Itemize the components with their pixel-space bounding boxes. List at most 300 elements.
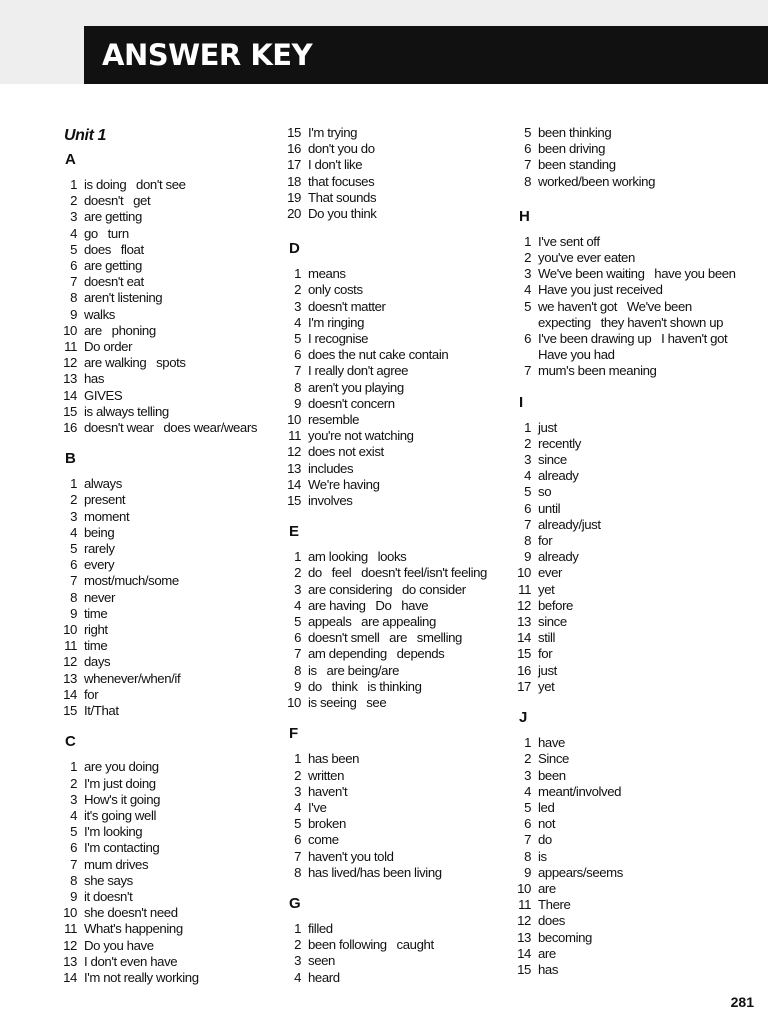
item-answer: is doing don't see <box>84 177 186 192</box>
item-number: 9 <box>70 888 77 904</box>
item-answer: GIVES <box>84 387 123 403</box>
answer-item <box>280 832 510 848</box>
answer-item <box>510 768 740 784</box>
item-answer: has <box>538 961 559 977</box>
item-answer: not <box>538 816 556 832</box>
answer-item <box>280 751 510 767</box>
item-number: 2 <box>70 492 77 508</box>
item-number: 15 <box>63 703 77 719</box>
item-number: 13 <box>63 670 77 686</box>
item-answer: whenever/when/if <box>84 670 181 686</box>
answer-item <box>56 873 276 889</box>
item-answer: I recognise <box>308 331 369 347</box>
item-answer: broken <box>308 816 346 832</box>
answer-item <box>56 840 276 856</box>
item-number: 4 <box>294 799 301 815</box>
answer-item <box>56 824 276 840</box>
item-number: 17 <box>517 678 531 694</box>
section-heading: J <box>519 709 527 727</box>
item-number: 1 <box>524 735 531 751</box>
item-number: 3 <box>70 791 77 807</box>
answer-item <box>510 800 740 816</box>
item-answer: still <box>538 630 556 646</box>
item-number: 12 <box>517 597 531 613</box>
item-answer: time <box>84 638 108 654</box>
answer-item <box>280 412 510 428</box>
item-answer: heard <box>308 969 340 985</box>
item-answer: yet <box>538 678 555 694</box>
item-number: 1 <box>524 419 531 435</box>
answer-section <box>56 733 276 986</box>
item-number: 10 <box>63 622 77 638</box>
answer-item <box>510 582 740 598</box>
item-number: 16 <box>63 420 77 436</box>
answer-item <box>510 630 740 646</box>
item-answer: have <box>538 735 565 751</box>
item-answer: appears/seems <box>538 864 623 880</box>
item-number: 8 <box>294 662 301 678</box>
item-number: 10 <box>287 412 301 428</box>
item-number: 3 <box>294 298 301 314</box>
item-number: 14 <box>517 630 531 646</box>
answer-item <box>280 816 510 832</box>
column-3 <box>510 125 740 992</box>
item-answer: walks <box>84 306 115 322</box>
item-number: 11 <box>64 921 77 937</box>
item-answer: do think is thinking <box>308 678 422 694</box>
answer-item <box>280 174 510 190</box>
item-number: 5 <box>524 298 531 314</box>
answer-item <box>56 323 276 339</box>
item-number: 3 <box>70 508 77 524</box>
item-number: 12 <box>63 937 77 953</box>
item-answer: moment <box>84 508 130 524</box>
item-answer: written <box>308 767 345 783</box>
answer-item <box>56 776 276 792</box>
item-number: 10 <box>287 695 301 711</box>
item-answer: being <box>84 524 115 540</box>
section-heading: G <box>289 894 301 912</box>
item-answer: does float <box>84 241 144 257</box>
item-number: 8 <box>524 173 531 189</box>
item-number: 1 <box>524 233 531 249</box>
answer-item <box>280 565 510 581</box>
item-answer: involves <box>308 493 353 509</box>
item-number: 10 <box>517 880 531 896</box>
answer-item <box>280 646 510 662</box>
answer-section <box>280 725 510 881</box>
answer-item <box>56 606 276 622</box>
item-number: 5 <box>294 331 301 347</box>
item-answer: most/much/some <box>84 573 179 589</box>
item-answer: are walking spots <box>84 355 186 371</box>
item-number: 6 <box>294 630 301 646</box>
item-number: 9 <box>524 549 531 565</box>
answer-item <box>510 962 740 978</box>
item-answer: aren't listening <box>84 290 163 306</box>
answer-item <box>510 125 740 141</box>
answer-item <box>510 250 740 266</box>
item-number: 7 <box>70 856 77 872</box>
item-answer: every <box>84 557 115 573</box>
item-answer: it doesn't <box>84 888 133 904</box>
item-answer: Since <box>538 751 569 767</box>
item-answer: don't you do <box>308 141 375 157</box>
item-answer: it's going well <box>84 807 157 823</box>
item-number: 2 <box>294 565 301 581</box>
item-answer: has been <box>308 751 360 767</box>
answer-item <box>510 735 740 751</box>
item-answer: includes <box>308 460 354 476</box>
item-number: 11 <box>64 638 77 654</box>
answer-item <box>510 517 740 533</box>
item-number: 3 <box>524 767 531 783</box>
item-answer: I've been drawing up I haven't got Have you had <box>538 331 738 363</box>
item-number: 20 <box>287 206 301 222</box>
item-number: 16 <box>287 141 301 157</box>
answer-item <box>56 307 276 323</box>
item-number: 4 <box>524 282 531 298</box>
item-number: 7 <box>524 516 531 532</box>
item-number: 13 <box>63 953 77 969</box>
item-answer: doesn't smell are smelling <box>308 630 462 646</box>
unit-title: Unit 1 <box>64 127 107 144</box>
item-answer: is always telling <box>84 403 169 419</box>
item-number: 12 <box>63 654 77 670</box>
item-answer: time <box>84 605 108 621</box>
answer-item <box>510 484 740 500</box>
item-number: 4 <box>70 225 77 241</box>
item-number: 4 <box>524 468 531 484</box>
answer-item <box>280 663 510 679</box>
item-answer: already <box>538 549 579 565</box>
item-number: 4 <box>294 314 301 330</box>
item-answer: appeals are appealing <box>308 614 436 630</box>
item-answer: I don't like <box>308 157 363 173</box>
item-answer: she doesn't need <box>84 905 178 921</box>
answer-item <box>56 759 276 775</box>
answer-item <box>510 533 740 549</box>
item-answer: been thinking <box>538 125 612 140</box>
item-answer: haven't you told <box>308 848 394 864</box>
answer-section <box>510 125 740 190</box>
item-answer: I don't even have <box>84 953 178 969</box>
item-number: 8 <box>70 589 77 605</box>
answer-item <box>510 299 740 331</box>
item-answer: just <box>538 419 557 435</box>
item-number: 10 <box>63 322 77 338</box>
answer-item <box>56 226 276 242</box>
item-number: 14 <box>63 969 77 985</box>
answer-item <box>510 565 740 581</box>
answer-item <box>280 125 510 141</box>
answer-item <box>280 282 510 298</box>
item-answer: are phoning <box>84 322 156 338</box>
answer-section <box>510 394 740 695</box>
item-answer: never <box>84 589 115 605</box>
answer-item <box>280 363 510 379</box>
item-number: 5 <box>524 484 531 500</box>
answer-item <box>510 784 740 800</box>
answer-item <box>56 792 276 808</box>
item-number: 11 <box>518 581 531 597</box>
item-number: 5 <box>294 816 301 832</box>
item-answer: I'm ringing <box>308 314 365 330</box>
item-number: 7 <box>294 646 301 662</box>
item-answer: she says <box>84 872 133 888</box>
item-answer: aren't you playing <box>308 379 404 395</box>
answer-section <box>280 895 510 986</box>
item-number: 15 <box>517 646 531 662</box>
answer-item <box>56 573 276 589</box>
answer-item <box>280 477 510 493</box>
item-number: 7 <box>294 848 301 864</box>
answer-item <box>56 258 276 274</box>
answer-item <box>510 865 740 881</box>
item-number: 15 <box>63 403 77 419</box>
item-number: 10 <box>63 905 77 921</box>
item-answer: do feel doesn't feel/isn't feeling <box>308 565 487 581</box>
answer-item <box>280 921 510 937</box>
item-number: 1 <box>70 177 77 192</box>
item-number: 6 <box>70 840 77 856</box>
item-number: 1 <box>294 266 301 282</box>
answer-item <box>510 452 740 468</box>
answer-item <box>280 206 510 222</box>
answer-item <box>56 889 276 905</box>
item-number: 13 <box>517 929 531 945</box>
item-answer: only costs <box>308 282 363 298</box>
item-number: 7 <box>70 274 77 290</box>
item-number: 2 <box>70 775 77 791</box>
item-answer: been driving <box>538 141 606 157</box>
item-answer: you're not watching <box>308 428 414 444</box>
item-number: 2 <box>524 250 531 266</box>
item-answer: does the nut cake contain <box>308 347 449 363</box>
item-answer: already/just <box>538 516 601 532</box>
answer-item <box>280 849 510 865</box>
answer-item <box>510 646 740 662</box>
item-answer: doesn't wear does wear/wears <box>84 420 258 436</box>
item-number: 3 <box>294 783 301 799</box>
item-number: 6 <box>524 141 531 157</box>
item-answer: haven't <box>308 783 348 799</box>
answer-item <box>56 290 276 306</box>
answer-item <box>510 363 740 379</box>
item-answer: means <box>308 266 346 282</box>
item-number: 1 <box>70 759 77 775</box>
column-1 <box>56 126 276 1000</box>
answer-item <box>280 461 510 477</box>
item-answer: right <box>84 622 108 638</box>
item-answer: until <box>538 500 561 516</box>
item-number: 4 <box>524 783 531 799</box>
answer-item <box>56 687 276 703</box>
item-answer: is <box>538 848 547 864</box>
item-number: 9 <box>524 864 531 880</box>
item-answer: am depending depends <box>308 646 445 662</box>
item-number: 19 <box>287 189 301 205</box>
item-answer: are getting <box>84 258 142 274</box>
item-number: 9 <box>294 678 301 694</box>
answer-item <box>56 388 276 404</box>
item-number: 9 <box>70 605 77 621</box>
answer-item <box>56 808 276 824</box>
item-answer: ever <box>538 565 563 581</box>
answer-item <box>510 614 740 630</box>
answer-item <box>56 557 276 573</box>
answer-item <box>510 897 740 913</box>
item-number: 6 <box>70 557 77 573</box>
answer-item <box>56 654 276 670</box>
item-number: 5 <box>524 799 531 815</box>
item-number: 7 <box>524 832 531 848</box>
item-answer: is seeing see <box>308 695 387 711</box>
item-number: 11 <box>518 897 531 913</box>
answer-section <box>280 125 510 222</box>
item-answer: filled <box>308 920 333 936</box>
answer-item <box>510 663 740 679</box>
item-number: 13 <box>63 371 77 387</box>
item-number: 8 <box>524 533 531 549</box>
answer-item <box>56 355 276 371</box>
item-number: 15 <box>287 125 301 140</box>
item-number: 5 <box>294 614 301 630</box>
item-answer: am looking looks <box>308 549 407 565</box>
item-number: 9 <box>70 306 77 322</box>
item-answer: We're having <box>308 476 380 492</box>
item-number: 11 <box>288 428 301 444</box>
item-number: 12 <box>517 913 531 929</box>
item-answer: It/That <box>84 703 119 719</box>
item-answer: are having Do have <box>308 597 429 613</box>
answer-item <box>280 347 510 363</box>
item-number: 8 <box>70 872 77 888</box>
item-number: 12 <box>63 355 77 371</box>
item-answer: I'm not really working <box>84 969 199 985</box>
item-answer: we haven't got We've been expecting they haven't shown up <box>538 298 724 330</box>
answer-item <box>56 177 276 193</box>
item-answer: doesn't matter <box>308 298 386 314</box>
answer-item <box>280 428 510 444</box>
answer-item <box>510 549 740 565</box>
item-number: 8 <box>294 864 301 880</box>
answer-item <box>280 970 510 986</box>
item-answer: worked/been working <box>538 173 656 189</box>
item-number: 15 <box>287 493 301 509</box>
item-number: 16 <box>517 662 531 678</box>
item-number: 10 <box>517 565 531 581</box>
item-number: 12 <box>287 444 301 460</box>
item-answer: There <box>538 897 571 913</box>
answer-item <box>56 476 276 492</box>
answer-item <box>56 509 276 525</box>
answer-item <box>56 857 276 873</box>
answer-item <box>56 541 276 557</box>
item-number: 15 <box>517 961 531 977</box>
section-heading: D <box>289 240 300 258</box>
answer-item <box>510 501 740 517</box>
item-answer: mum drives <box>84 856 149 872</box>
answer-item <box>56 622 276 638</box>
item-answer: meant/involved <box>538 783 622 799</box>
item-number: 6 <box>294 347 301 363</box>
item-answer: doesn't eat <box>84 274 144 290</box>
item-number: 14 <box>287 476 301 492</box>
item-answer: rarely <box>84 541 115 557</box>
item-answer: been standing <box>538 157 616 173</box>
item-number: 13 <box>287 460 301 476</box>
answer-item <box>280 695 510 711</box>
answer-item <box>280 266 510 282</box>
answer-section <box>56 151 276 436</box>
answer-item <box>56 371 276 387</box>
item-answer: has <box>84 371 105 387</box>
item-answer: are considering do consider <box>308 581 466 597</box>
item-answer: that focuses <box>308 173 375 189</box>
item-answer: mum's been meaning <box>538 363 657 379</box>
answer-item <box>280 380 510 396</box>
answer-item <box>510 266 740 282</box>
item-number: 3 <box>524 452 531 468</box>
answer-item <box>510 282 740 298</box>
answer-item <box>280 614 510 630</box>
item-number: 5 <box>70 541 77 557</box>
item-number: 13 <box>517 614 531 630</box>
item-answer: I'm trying <box>308 125 358 140</box>
item-answer: you've ever eaten <box>538 250 635 266</box>
item-answer: for <box>538 646 553 662</box>
item-answer: just <box>538 662 557 678</box>
answer-section <box>510 208 740 380</box>
answer-section <box>56 450 276 719</box>
item-number: 6 <box>524 500 531 516</box>
item-answer: come <box>308 832 339 848</box>
answer-item <box>56 921 276 937</box>
item-number: 5 <box>70 824 77 840</box>
answer-item <box>510 420 740 436</box>
item-answer: I'm just doing <box>84 775 156 791</box>
item-number: 6 <box>294 832 301 848</box>
item-answer: always <box>84 476 122 492</box>
answer-item <box>280 937 510 953</box>
answer-item <box>280 315 510 331</box>
answer-item <box>510 930 740 946</box>
item-answer: yet <box>538 581 555 597</box>
item-number: 7 <box>524 363 531 379</box>
answer-item <box>510 234 740 250</box>
page-title: ANSWER KEY <box>84 26 768 84</box>
answer-item <box>280 582 510 598</box>
item-answer: We've been waiting have you been <box>538 266 736 282</box>
item-number: 3 <box>294 953 301 969</box>
item-answer: I've sent off <box>538 233 600 249</box>
item-answer: days <box>84 654 111 670</box>
item-number: 4 <box>70 524 77 540</box>
item-number: 2 <box>294 937 301 953</box>
answer-item <box>56 209 276 225</box>
item-number: 17 <box>287 157 301 173</box>
answer-section <box>280 523 510 711</box>
item-number: 8 <box>294 379 301 395</box>
answer-item <box>56 193 276 209</box>
section-heading: I <box>519 393 523 411</box>
item-answer: does not exist <box>308 444 384 460</box>
section-heading: B <box>65 450 76 468</box>
answer-item <box>56 242 276 258</box>
answer-item <box>510 598 740 614</box>
answer-item <box>280 630 510 646</box>
